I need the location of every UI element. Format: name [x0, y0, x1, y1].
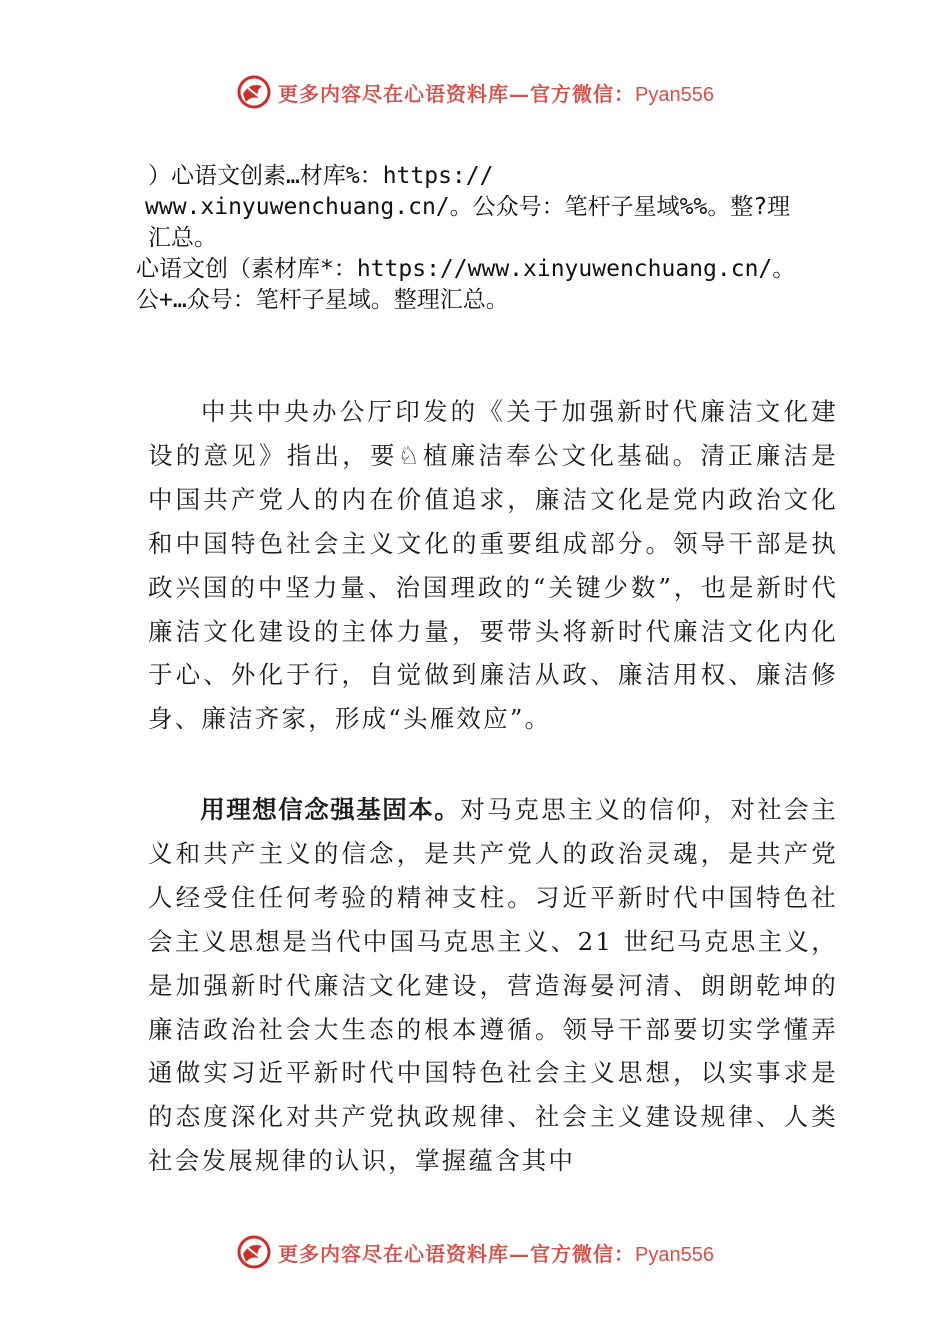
- source-line-1: ）心语文创素…材库%：https://: [148, 163, 494, 189]
- footer-banner: [0, 1232, 950, 1272]
- wechat-id: Pyan556: [635, 83, 714, 106]
- body-paragraph-2: [148, 788, 838, 1183]
- red-seal-logo-icon: [236, 74, 272, 110]
- paragraph-1-text: 中共中央办公厅印发的《关于加强新时代廉洁文化建设的意见》指出，要♘植廉洁奉公文化基础。清正廉洁是中国共产党人的内在价值追求，廉洁文化是党内政治文化和中国特色社会主义文化的重要组成部分。领导干部是执政兴国的中坚力量、治国理政的“关键少数”，也是新时代廉洁文化建设的主体力量，要带头将新时代廉洁文化内化于心、外化于行，自觉做到廉洁从政、廉洁用权、廉洁修身、廉洁齐家，形成“头雁效应”。: [148, 397, 838, 734]
- red-seal-logo-icon: [236, 1234, 272, 1270]
- body-paragraph-1: [148, 390, 838, 741]
- source-line-4: 心语文创（素材库*：https://www.xinyuwenchuang.cn/。: [136, 256, 796, 282]
- paragraph-2-text: 对马克思主义的信仰，对社会主义和共产主义的信念，是共产党人的政治灵魂，是共产党人经受住任何考验的精神支柱。习近平新时代中国特色社会主义思想是当代中国马克思主义、21 世纪马克思主义，是加强新时代廉洁文化建设，营造海晏河清、朗朗乾坤的廉洁政治社会大生态的根本遵循。领导干部要切实学懂弄通做实习近平新时代中国特色社会主义思想，以实事求是的态度深化对共产党执政规律、社会主义建设规律、人类社会发展规律的认识，掌握蕴含其中: [148, 795, 838, 1176]
- source-line-2: www.xinyuwenchuang.cn/。公众号：笔杆子星域%%。整?理: [145, 194, 791, 220]
- section-heading: 用理想信念强基固本。: [200, 795, 461, 824]
- banner-text: [278, 78, 714, 107]
- source-line-3: 汇总。: [148, 225, 217, 251]
- footer-wechat-id: Pyan556: [635, 1243, 714, 1266]
- footer-banner-text: [278, 1238, 714, 1267]
- footer-banner-label: 更多内容尽在心语资料库—官方微信：: [278, 1241, 636, 1266]
- header-banner: [0, 72, 950, 112]
- banner-label: 更多内容尽在心语资料库—官方微信：: [278, 81, 636, 106]
- source-line-5: 公+…众号：笔杆子星域。整理汇总。: [136, 287, 509, 313]
